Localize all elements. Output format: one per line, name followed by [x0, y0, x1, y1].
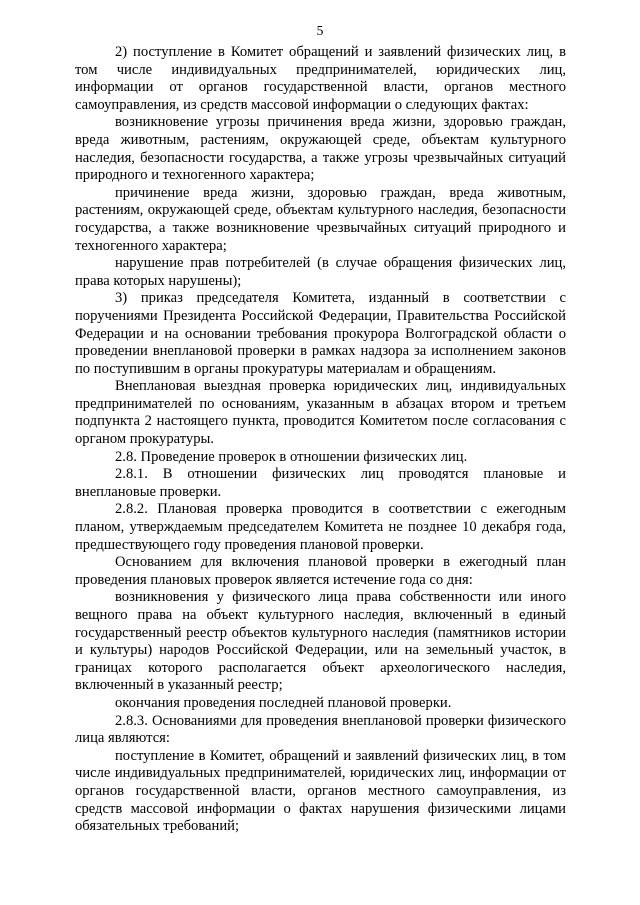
paragraph: Основанием для включения плановой проверки в ежегодный план проведения плановых проверок является истечение года со дня:	[75, 554, 566, 588]
paragraph: 2.8.2. Плановая проверка проводится в соответствии с ежегодным планом, утверждаемым председателем Комитета не позднее 10 декабря года, предшествующего году проведения плановой проверки.	[75, 501, 566, 553]
paragraph: поступление в Комитет, обращений и заявлений физических лиц, в том числе индивидуальных предпринимателей, юридических лиц, информации от органов государственной власти, органов местного самоуправления, из средств массовой информации о фактах нарушения физическими лицами обязательных требований;	[75, 747, 566, 835]
document-body	[75, 44, 566, 836]
paragraph: 3) приказ председателя Комитета, изданный в соответствии с поручениями Президента Российской Федерации, Правительства Российской Федерации и на основании требования прокурора Волгоградской области о проведении внеплановой проверки в рамках надзора за исполнением законов по поступившим в органы прокуратуры материалам и обращениям.	[75, 290, 566, 377]
paragraph: Внеплановая выездная проверка юридических лиц, индивидуальных предпринимателей по основаниям, указанным в абзацах втором и третьем подпункта 2 настоящего пункта, проводится Комитетом после согласования с органом прокуратуры.	[75, 378, 566, 448]
section-heading: 2.8. Проведение проверок в отношении физических лиц.	[115, 448, 468, 465]
paragraph: возникновение угрозы причинения вреда жизни, здоровью граждан, вреда животным, растениям, окружающей среде, объектам культурного наследия, безопасности государства, а также угрозы чрезвычайных ситуаций природного и техногенного характера;	[75, 114, 566, 184]
paragraph: нарушение прав потребителей (в случае обращения физических лиц, права которых нарушены);	[75, 255, 566, 289]
paragraph: 2.8.1. В отношении физических лиц проводятся плановые и внеплановые проверки.	[75, 466, 566, 500]
paragraph: возникновения у физического лица права собственности или иного вещного права на объект культурного наследия, включенный в единый государственный реестр объектов культурного наследия (памятников истории и культуры) народов Российской Федерации, или на земельный участок, в границах которого располагается объект археологического наследия, включенный в указанный реестр;	[75, 589, 566, 694]
paragraph: 2.8.3. Основаниями для проведения внеплановой проверки физического лица являются:	[75, 712, 566, 747]
paragraph: причинение вреда жизни, здоровью граждан, вреда животным, растениям, окружающей среде, объектам культурного наследия, безопасности государства, а также возникновение чрезвычайных ситуаций природного и техногенного характера;	[75, 184, 566, 254]
paragraph: 2) поступление в Комитет обращений и заявлений физических лиц, в том числе индивидуальных предпринимателей, юридических лиц, информации от органов государственной власти, органов местного самоуправления, из средств массовой информации о следующих фактах:	[75, 44, 566, 113]
page-number: 5	[316, 23, 324, 38]
paragraph: окончания проведения последней плановой проверки.	[115, 694, 452, 711]
